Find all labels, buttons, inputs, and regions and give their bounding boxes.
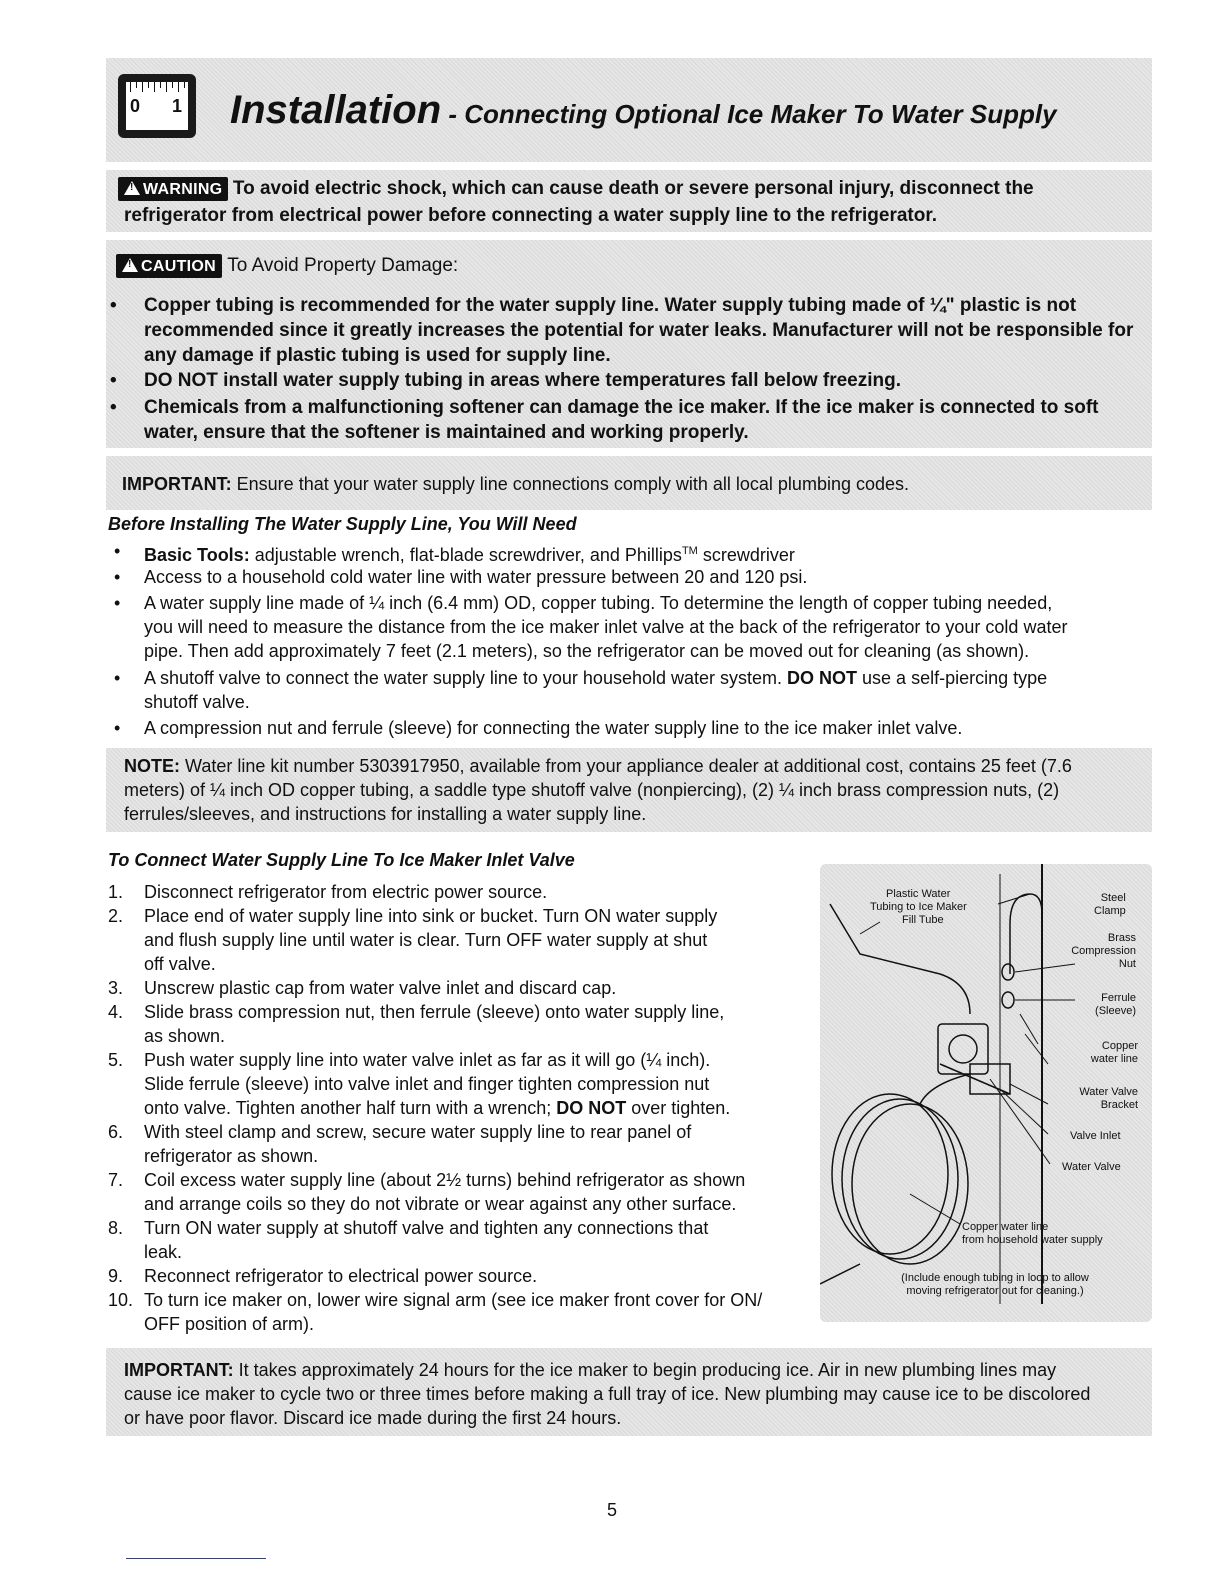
step-number: 3. — [108, 978, 124, 998]
label-plastic-tube: Plastic Water — [886, 888, 951, 900]
caution-bullet-2: DO NOT install water supply tubing in areas where temperatures fall below freezing. — [144, 370, 902, 391]
label-household-line: Copper water line from household water supply — [962, 1221, 1103, 1246]
need-item: A compression nut and ferrule (sleeve) for connecting the water supply line to the ice maker inlet valve. — [144, 718, 963, 738]
bullet: • — [114, 593, 121, 613]
step-number: 7. — [108, 1170, 124, 1190]
step-number: 5. — [108, 1050, 124, 1070]
ruler-icon — [118, 74, 196, 138]
need-item: Basic Tools: adjustable wrench, flat-blade screwdriver, and Phillips™ screwdriver — [144, 545, 795, 565]
step-text: Slide brass compression nut, then ferrule (sleeve) onto water supply line, as shown. — [144, 1002, 725, 1046]
important-note: IMPORTANT: It takes approximately 24 hours for the ice maker to begin producing ice. Air in new plumbing lines may cause ice maker to cycle two or three times before making a full tray of ice. New plumbing may cause ice to be discolored or have poor flavor. Discard ice made during the first 24 hours. — [124, 1360, 1091, 1428]
step-text: With steel clamp and screw, secure water supply line to rear panel of refrigerator as shown. — [144, 1122, 692, 1166]
caution-bullet-1: Copper tubing is recommended for the water supply line. Water supply tubing made of ¼" plastic is not recommended since it greatly increases the potential for water leaks. Manufacturer will not be responsible for any damage if plastic tubing is used for supply line. — [144, 295, 1134, 366]
label-ferrule: Ferrule (Sleeve) — [1095, 992, 1136, 1017]
caution-heading: !CAUTION To Avoid Property Damage: — [116, 254, 458, 278]
step-number: 2. — [108, 906, 124, 926]
bullet: • — [114, 567, 121, 587]
alert-icon — [124, 181, 140, 195]
ruler-number: 0 — [130, 96, 141, 116]
title-main: Installation — [230, 88, 442, 132]
bullet: • — [114, 541, 121, 561]
section-title: Before Installing The Water Supply Line, You Will Need — [108, 514, 577, 534]
bullet: • — [110, 370, 117, 391]
step-text: Place end of water supply line into sink or bucket. Turn ON water supply and flush supply line until water is clear. Turn OFF water supply at shut off valve. — [144, 906, 718, 974]
step-number: 1. — [108, 882, 124, 902]
need-item: A shutoff valve to connect the water supply line to your household water system. DO NOT use a self-piercing type shutoff valve. — [144, 668, 1048, 712]
label-water-valve: Water Valve — [1062, 1161, 1121, 1173]
important-note: IMPORTANT: Ensure that your water supply line connections comply with all local plumbing codes. — [122, 474, 910, 494]
bullet: • — [110, 397, 117, 418]
step-number: 4. — [108, 1002, 124, 1022]
warning-line-2: refrigerator from electrical power before connecting a water supply line to the refrigerator. — [124, 205, 937, 226]
step-number: 8. — [108, 1218, 124, 1238]
label-valve-bracket: Water Valve Bracket — [1079, 1086, 1138, 1111]
step-text: Reconnect refrigerator to electrical power source. — [144, 1266, 538, 1286]
bullet: • — [114, 668, 121, 688]
note-text: NOTE: Water line kit number 5303917950, available from your appliance dealer at additional cost, contains 25 feet (7.6 meters) of ¼ inch OD copper tubing, a saddle type shutoff valve (nonpiercing), (2) ¼ inch brass compression nuts, (2) ferrules/sleeves, and instructions for installing a water supply line. — [124, 756, 1072, 824]
label-valve-inlet: Valve Inlet — [1070, 1130, 1121, 1142]
warning-text: To avoid electric shock, which can cause death or severe personal injury, disconnect the — [232, 178, 1034, 199]
caution-bullet-3: Chemicals from a malfunctioning softener can damage the ice maker. If the ice maker is connected to soft water, ensure that the softener is maintained and working properly. — [144, 397, 1099, 443]
step-text: Turn ON water supply at shutoff valve and tighten any connections that leak. — [144, 1218, 709, 1262]
label-plastic-tube: Tubing to Ice Maker — [870, 901, 967, 913]
step-text: Unscrew plastic cap from water valve inlet and discard cap. — [144, 978, 617, 998]
alert-icon — [122, 258, 138, 272]
label-plastic-tube: Fill Tube — [902, 914, 944, 926]
ruler-number: 1 — [172, 96, 183, 116]
label-steel-clamp: Steel Clamp — [1094, 892, 1126, 917]
footer-line — [126, 1558, 266, 1559]
label-copper-line: Copper water line — [1090, 1040, 1138, 1065]
bullet: • — [114, 718, 121, 738]
need-item: Access to a household cold water line with water pressure between 20 and 120 psi. — [144, 567, 808, 587]
need-item: A water supply line made of ¼ inch (6.4 mm) OD, copper tubing. To determine the length of copper tubing needed, you will need to measure the distance from the ice maker inlet valve at the back of the refrigerator to your cold water pipe. Then add approximately 7 feet (2.1 meters), so the refrigerator can be moved out for cleaning (as shown). — [144, 593, 1068, 661]
step-number: 10. — [108, 1290, 134, 1310]
step-text: Disconnect refrigerator from electric power source. — [144, 882, 548, 902]
step-text: Coil excess water supply line (about 2½ turns) behind refrigerator as shown and arrange coils so they do not vibrate or wear against any other surface. — [144, 1170, 746, 1214]
step-text: To turn ice maker on, lower wire signal arm (see ice maker front cover for ON/ OFF position of arm). — [144, 1290, 763, 1334]
title-sub: - Connecting Optional Ice Maker To Water Supply — [441, 99, 1057, 129]
caution-badge: !CAUTION — [116, 254, 222, 278]
warning-line-1 — [118, 176, 1034, 201]
step-text: Push water supply line into water valve inlet as far as it will go (¼ inch). Slide ferrule (sleeve) into valve inlet and finger tighten compression nut onto valve. Tighten another half turn with a wrench; DO NOT over tighten. — [144, 1050, 731, 1118]
step-number: 9. — [108, 1266, 124, 1286]
warning-badge: !WARNING — [118, 177, 228, 201]
step-number: 6. — [108, 1122, 124, 1142]
bullet: • — [110, 295, 117, 316]
section-title: To Connect Water Supply Line To Ice Maker Inlet Valve — [108, 850, 575, 870]
label-brass-nut: Brass Compression Nut — [1071, 932, 1136, 970]
label-include-tubing: (Include enough tubing in loop to allow moving refrigerator out for cleaning.) — [901, 1272, 1089, 1297]
installation-diagram — [820, 864, 1152, 1322]
page-number: 5 — [606, 1500, 617, 1520]
page-title — [230, 88, 1057, 133]
